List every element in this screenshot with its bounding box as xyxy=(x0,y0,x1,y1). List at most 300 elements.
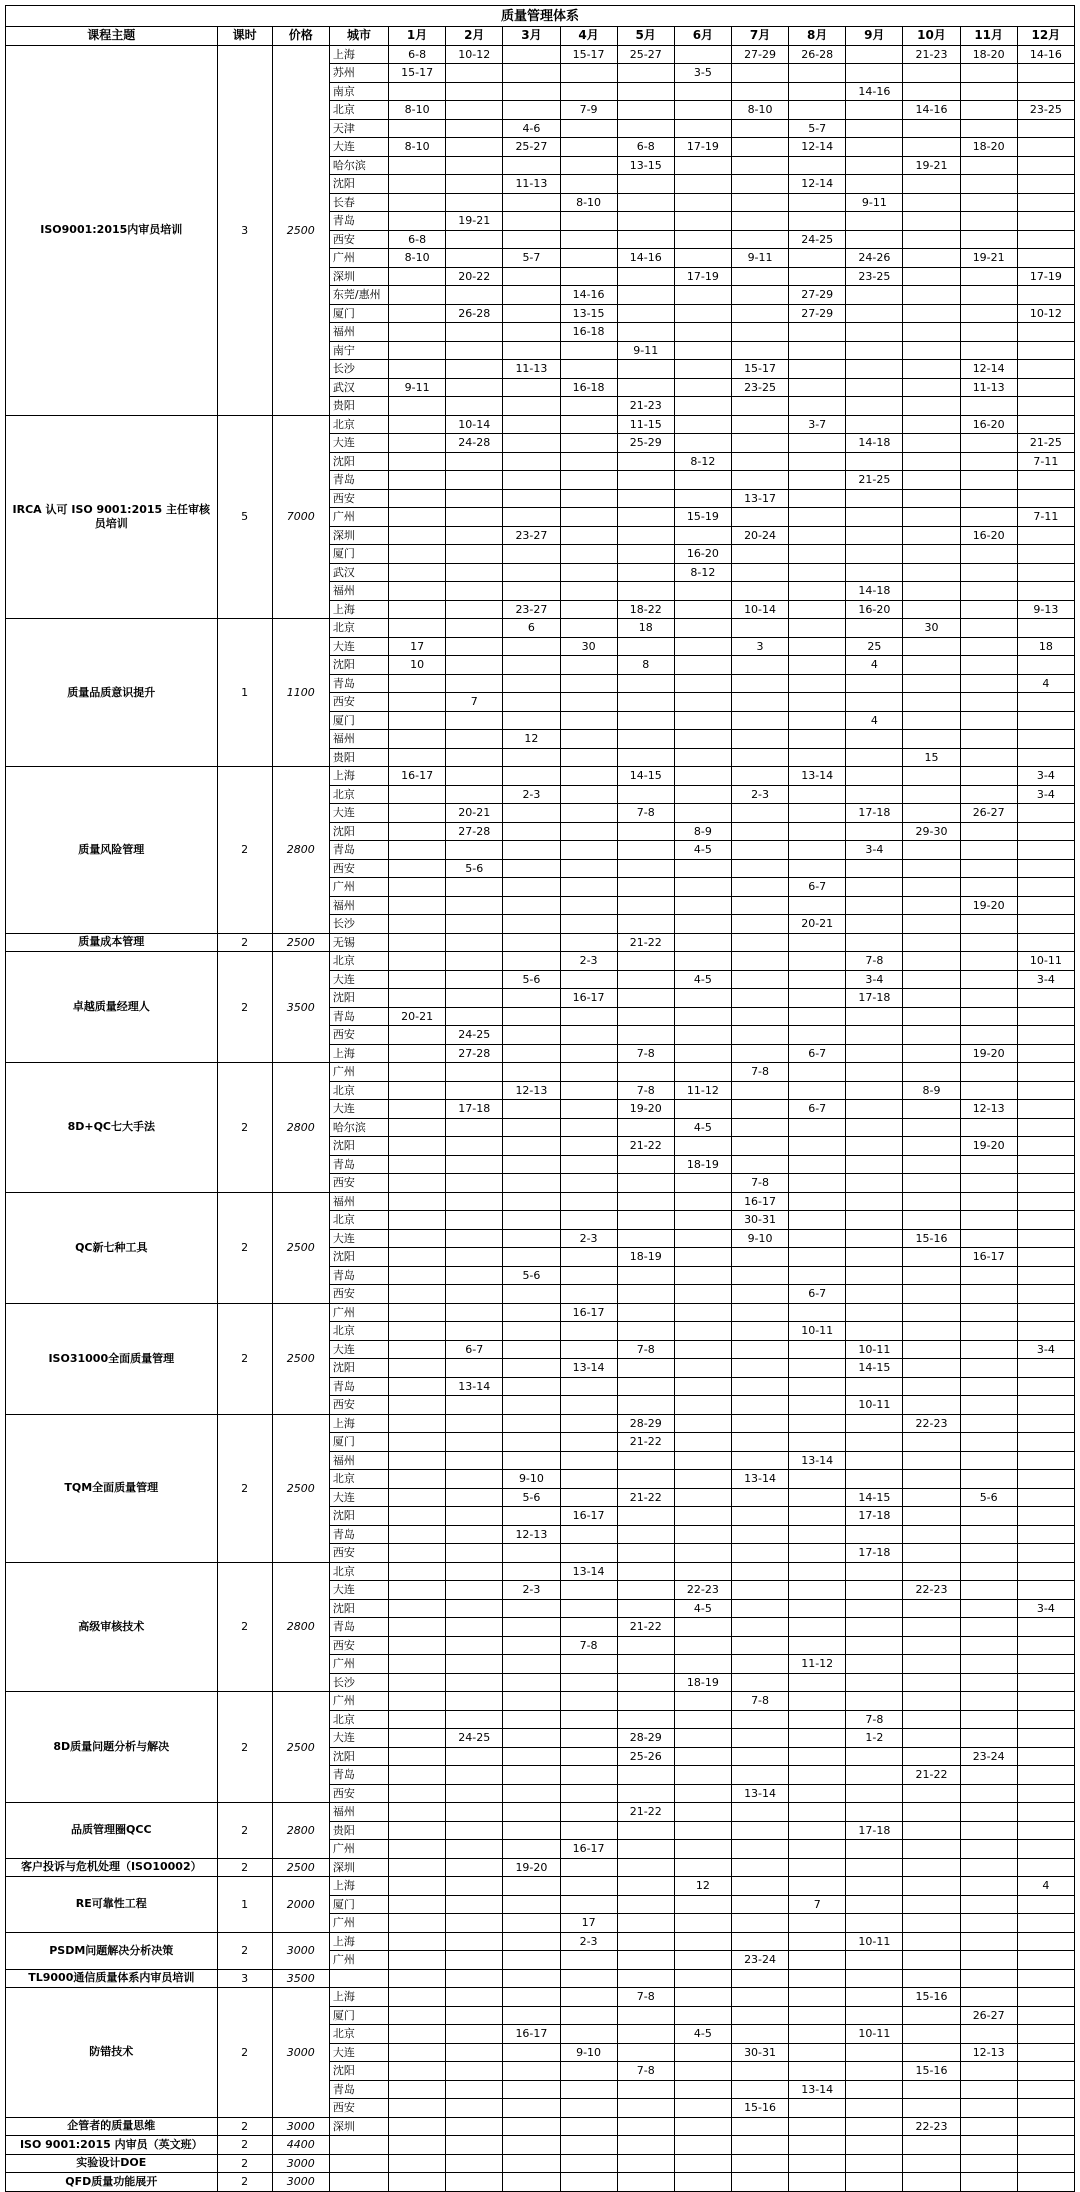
date-cell xyxy=(731,397,788,416)
city-cell: 上海 xyxy=(329,1044,388,1063)
date-cell xyxy=(789,1359,846,1378)
date-cell xyxy=(731,767,788,786)
date-cell xyxy=(960,2173,1017,2192)
date-cell xyxy=(674,1229,731,1248)
date-cell xyxy=(960,767,1017,786)
date-cell: 20-22 xyxy=(446,267,503,286)
date-cell xyxy=(560,1081,617,1100)
date-cell: 5-7 xyxy=(503,249,560,268)
date-cell xyxy=(560,1544,617,1563)
date-cell xyxy=(617,637,674,656)
date-cell xyxy=(503,156,560,175)
city-cell: 上海 xyxy=(329,1414,388,1433)
date-cell xyxy=(617,1821,674,1840)
date-cell xyxy=(617,471,674,490)
date-cell xyxy=(1017,563,1074,582)
date-cell xyxy=(503,1211,560,1230)
date-cell xyxy=(731,64,788,83)
city-cell: 大连 xyxy=(329,637,388,656)
date-cell xyxy=(503,1840,560,1859)
date-cell xyxy=(617,1840,674,1859)
city-cell: 广州 xyxy=(329,1914,388,1933)
date-cell xyxy=(617,952,674,971)
date-cell: 7-8 xyxy=(617,1988,674,2007)
date-cell xyxy=(789,1137,846,1156)
date-cell xyxy=(446,175,503,194)
date-cell xyxy=(446,656,503,675)
date-cell xyxy=(789,489,846,508)
city-cell: 上海 xyxy=(329,1988,388,2007)
date-cell xyxy=(960,619,1017,638)
date-cell xyxy=(389,1858,446,1877)
date-cell xyxy=(617,1507,674,1526)
date-cell xyxy=(789,1007,846,1026)
date-cell xyxy=(846,545,903,564)
course-price: 2000 xyxy=(272,1877,329,1933)
date-cell xyxy=(903,1340,960,1359)
course-name: PSDM问题解决分析决策 xyxy=(6,1932,218,1969)
date-cell xyxy=(846,1063,903,1082)
date-cell xyxy=(503,1118,560,1137)
date-cell xyxy=(674,1803,731,1822)
date-cell: 7-8 xyxy=(617,1081,674,1100)
date-cell xyxy=(903,841,960,860)
date-cell xyxy=(789,1470,846,1489)
date-cell xyxy=(903,2006,960,2025)
date-cell: 13-14 xyxy=(789,1451,846,1470)
city-cell: 北京 xyxy=(329,1710,388,1729)
date-cell xyxy=(446,101,503,120)
date-cell xyxy=(446,970,503,989)
date-cell xyxy=(903,175,960,194)
date-cell xyxy=(446,989,503,1008)
date-cell xyxy=(503,1340,560,1359)
date-cell: 19-20 xyxy=(617,1100,674,1119)
date-cell xyxy=(617,1322,674,1341)
date-cell xyxy=(560,1414,617,1433)
date-cell xyxy=(503,1155,560,1174)
course-hours: 2 xyxy=(217,2117,272,2136)
date-cell xyxy=(731,804,788,823)
date-cell xyxy=(503,1951,560,1970)
date-cell xyxy=(389,1969,446,1988)
date-cell: 8-12 xyxy=(674,563,731,582)
date-cell xyxy=(674,1211,731,1230)
date-cell xyxy=(446,1951,503,1970)
date-cell: 10-12 xyxy=(1017,304,1074,323)
date-cell xyxy=(789,1026,846,1045)
city-cell: 沈阳 xyxy=(329,989,388,1008)
date-cell xyxy=(903,1155,960,1174)
date-cell xyxy=(389,1118,446,1137)
date-cell xyxy=(960,1211,1017,1230)
date-cell xyxy=(446,1544,503,1563)
table-row xyxy=(6,1692,1075,1711)
course-price: 7000 xyxy=(272,415,329,619)
date-cell xyxy=(674,1414,731,1433)
date-cell xyxy=(846,1562,903,1581)
date-cell xyxy=(731,952,788,971)
date-cell xyxy=(960,1858,1017,1877)
date-cell xyxy=(674,1285,731,1304)
date-cell xyxy=(674,2006,731,2025)
date-cell xyxy=(903,360,960,379)
city-cell xyxy=(329,2136,388,2155)
date-cell xyxy=(1017,1044,1074,1063)
date-cell xyxy=(846,2080,903,2099)
date-cell xyxy=(617,1192,674,1211)
date-cell xyxy=(503,878,560,897)
table-row xyxy=(6,1562,1075,1581)
date-cell xyxy=(674,1359,731,1378)
date-cell xyxy=(846,101,903,120)
date-cell xyxy=(1017,2006,1074,2025)
date-cell xyxy=(903,304,960,323)
date-cell xyxy=(674,785,731,804)
date-cell xyxy=(789,267,846,286)
date-cell xyxy=(389,1100,446,1119)
date-cell xyxy=(503,2154,560,2173)
date-cell xyxy=(903,138,960,157)
date-cell xyxy=(560,730,617,749)
course-hours: 2 xyxy=(217,1858,272,1877)
date-cell xyxy=(503,1322,560,1341)
date-cell xyxy=(560,1895,617,1914)
date-cell xyxy=(674,1266,731,1285)
city-cell: 北京 xyxy=(329,2025,388,2044)
date-cell xyxy=(617,508,674,527)
date-cell xyxy=(674,212,731,231)
date-cell: 4 xyxy=(846,656,903,675)
date-cell xyxy=(617,989,674,1008)
date-cell xyxy=(789,452,846,471)
course-price: 4400 xyxy=(272,2136,329,2155)
city-cell: 北京 xyxy=(329,1470,388,1489)
date-cell xyxy=(846,1155,903,1174)
date-cell xyxy=(389,1470,446,1489)
date-cell: 3-4 xyxy=(1017,1599,1074,1618)
date-cell xyxy=(560,175,617,194)
date-cell xyxy=(731,1026,788,1045)
date-cell xyxy=(389,1599,446,1618)
date-cell xyxy=(960,637,1017,656)
date-cell: 14-16 xyxy=(617,249,674,268)
date-cell xyxy=(674,1969,731,1988)
date-cell xyxy=(1017,804,1074,823)
date-cell xyxy=(731,1414,788,1433)
date-cell xyxy=(1017,2136,1074,2155)
date-cell xyxy=(960,933,1017,952)
date-cell xyxy=(1017,1396,1074,1415)
date-cell xyxy=(389,2154,446,2173)
date-cell xyxy=(617,1303,674,1322)
date-cell xyxy=(617,230,674,249)
date-cell xyxy=(903,1026,960,1045)
date-cell xyxy=(846,138,903,157)
date-cell xyxy=(560,785,617,804)
date-cell xyxy=(731,1599,788,1618)
course-hours: 2 xyxy=(217,2173,272,2192)
date-cell xyxy=(903,859,960,878)
date-cell: 3-4 xyxy=(846,970,903,989)
date-cell: 22-23 xyxy=(674,1581,731,1600)
date-cell: 11-13 xyxy=(960,378,1017,397)
date-cell xyxy=(446,508,503,527)
date-cell xyxy=(846,1192,903,1211)
date-cell: 14-15 xyxy=(846,1359,903,1378)
date-cell xyxy=(789,2006,846,2025)
date-cell xyxy=(1017,1192,1074,1211)
date-cell xyxy=(903,1451,960,1470)
course-name: 质量风险管理 xyxy=(6,767,218,934)
city-cell: 广州 xyxy=(329,508,388,527)
date-cell xyxy=(960,1340,1017,1359)
date-cell xyxy=(789,508,846,527)
date-cell xyxy=(446,1525,503,1544)
date-cell xyxy=(846,1026,903,1045)
date-cell xyxy=(1017,2043,1074,2062)
date-cell: 23-25 xyxy=(1017,101,1074,120)
date-cell xyxy=(846,1266,903,1285)
date-cell xyxy=(731,1932,788,1951)
date-cell xyxy=(846,1784,903,1803)
date-cell xyxy=(903,323,960,342)
date-cell xyxy=(560,1155,617,1174)
date-cell xyxy=(446,1063,503,1082)
date-cell xyxy=(503,804,560,823)
date-cell xyxy=(560,1396,617,1415)
date-cell xyxy=(731,2173,788,2192)
date-cell xyxy=(617,1470,674,1489)
date-cell xyxy=(1017,471,1074,490)
date-cell xyxy=(1017,656,1074,675)
date-cell xyxy=(503,1821,560,1840)
course-name: TQM全面质量管理 xyxy=(6,1414,218,1562)
date-cell xyxy=(617,878,674,897)
table-row xyxy=(6,1932,1075,1951)
date-cell xyxy=(789,212,846,231)
date-cell xyxy=(846,1285,903,1304)
date-cell xyxy=(789,1562,846,1581)
date-cell xyxy=(674,1655,731,1674)
city-cell: 厦门 xyxy=(329,1433,388,1452)
date-cell xyxy=(674,730,731,749)
city-cell: 西安 xyxy=(329,1396,388,1415)
date-cell: 21-22 xyxy=(617,1137,674,1156)
date-cell xyxy=(674,2173,731,2192)
date-cell xyxy=(960,1729,1017,1748)
date-cell xyxy=(903,1747,960,1766)
date-cell xyxy=(846,2099,903,2118)
date-cell xyxy=(903,1729,960,1748)
date-cell xyxy=(560,859,617,878)
date-cell xyxy=(560,452,617,471)
date-cell: 18-20 xyxy=(960,138,1017,157)
date-cell: 4-5 xyxy=(674,1118,731,1137)
city-cell: 福州 xyxy=(329,1192,388,1211)
course-hours: 5 xyxy=(217,415,272,619)
date-cell xyxy=(617,859,674,878)
date-cell xyxy=(389,1877,446,1896)
date-cell xyxy=(446,1673,503,1692)
date-cell xyxy=(446,323,503,342)
city-cell: 青岛 xyxy=(329,1007,388,1026)
date-cell: 27-29 xyxy=(789,304,846,323)
date-cell: 27-29 xyxy=(731,45,788,64)
course-price: 2500 xyxy=(272,1303,329,1414)
date-cell xyxy=(731,1155,788,1174)
date-cell xyxy=(674,1007,731,1026)
date-cell xyxy=(674,952,731,971)
date-cell xyxy=(389,156,446,175)
date-cell xyxy=(389,1303,446,1322)
date-cell xyxy=(446,1155,503,1174)
date-cell: 16-17 xyxy=(560,989,617,1008)
date-cell xyxy=(731,193,788,212)
column-header: 城市 xyxy=(329,27,388,46)
date-cell xyxy=(731,1821,788,1840)
date-cell xyxy=(674,619,731,638)
date-cell xyxy=(903,249,960,268)
date-cell xyxy=(903,637,960,656)
date-cell xyxy=(674,1303,731,1322)
date-cell xyxy=(789,1951,846,1970)
date-cell: 17-18 xyxy=(846,989,903,1008)
date-cell xyxy=(389,452,446,471)
date-cell xyxy=(903,1858,960,1877)
date-cell xyxy=(446,2117,503,2136)
date-cell: 4-5 xyxy=(674,970,731,989)
date-cell xyxy=(389,1507,446,1526)
date-cell xyxy=(789,1673,846,1692)
date-cell xyxy=(903,711,960,730)
date-cell xyxy=(560,600,617,619)
date-cell xyxy=(446,563,503,582)
date-cell xyxy=(960,1507,1017,1526)
date-cell xyxy=(789,323,846,342)
course-name: 8D+QC七大手法 xyxy=(6,1063,218,1193)
date-cell xyxy=(789,785,846,804)
date-cell xyxy=(1017,1784,1074,1803)
date-cell xyxy=(731,970,788,989)
date-cell xyxy=(560,1951,617,1970)
date-cell xyxy=(1017,1692,1074,1711)
date-cell xyxy=(903,1174,960,1193)
date-cell: 9-10 xyxy=(731,1229,788,1248)
date-cell xyxy=(789,1969,846,1988)
date-cell: 15-17 xyxy=(389,64,446,83)
date-cell xyxy=(389,2099,446,2118)
course-name: TL9000通信质量体系内审员培训 xyxy=(6,1969,218,1988)
date-cell xyxy=(731,1914,788,1933)
date-cell xyxy=(446,1081,503,1100)
date-cell xyxy=(960,656,1017,675)
date-cell xyxy=(446,1655,503,1674)
date-cell xyxy=(560,415,617,434)
date-cell xyxy=(789,1766,846,1785)
date-cell xyxy=(389,1840,446,1859)
date-cell xyxy=(960,1303,1017,1322)
date-cell xyxy=(674,175,731,194)
date-cell xyxy=(846,1229,903,1248)
date-cell xyxy=(560,489,617,508)
date-cell xyxy=(389,2173,446,2192)
city-cell: 大连 xyxy=(329,970,388,989)
date-cell: 7-11 xyxy=(1017,452,1074,471)
date-cell: 21-25 xyxy=(846,471,903,490)
date-cell xyxy=(503,563,560,582)
city-cell: 西安 xyxy=(329,693,388,712)
date-cell xyxy=(846,1840,903,1859)
date-cell xyxy=(389,1618,446,1637)
date-cell xyxy=(389,304,446,323)
date-cell xyxy=(903,1784,960,1803)
city-cell: 广州 xyxy=(329,1692,388,1711)
date-cell xyxy=(617,822,674,841)
date-cell xyxy=(960,434,1017,453)
date-cell: 10-11 xyxy=(846,2025,903,2044)
date-cell: 3-5 xyxy=(674,64,731,83)
date-cell xyxy=(1017,1303,1074,1322)
date-cell: 4-5 xyxy=(674,2025,731,2044)
date-cell xyxy=(389,545,446,564)
date-cell: 18-20 xyxy=(960,45,1017,64)
date-cell xyxy=(674,397,731,416)
course-name: QFD质量功能展开 xyxy=(6,2173,218,2192)
city-cell: 苏州 xyxy=(329,64,388,83)
date-cell xyxy=(560,1599,617,1618)
date-cell: 16-20 xyxy=(674,545,731,564)
date-cell xyxy=(674,1470,731,1489)
date-cell xyxy=(560,1433,617,1452)
date-cell xyxy=(446,1229,503,1248)
date-cell xyxy=(789,2173,846,2192)
date-cell xyxy=(846,1377,903,1396)
date-cell xyxy=(960,1877,1017,1896)
date-cell xyxy=(503,1803,560,1822)
date-cell xyxy=(960,212,1017,231)
date-cell xyxy=(503,323,560,342)
date-cell xyxy=(846,1525,903,1544)
date-cell xyxy=(674,2080,731,2099)
date-cell xyxy=(503,1026,560,1045)
date-cell xyxy=(960,1803,1017,1822)
date-cell xyxy=(960,1673,1017,1692)
city-cell: 西安 xyxy=(329,1026,388,1045)
date-cell xyxy=(389,1396,446,1415)
date-cell xyxy=(846,286,903,305)
date-cell: 24-28 xyxy=(446,434,503,453)
date-cell xyxy=(446,1433,503,1452)
date-cell xyxy=(903,1211,960,1230)
city-cell: 长沙 xyxy=(329,360,388,379)
date-cell xyxy=(731,619,788,638)
date-cell xyxy=(389,267,446,286)
date-cell xyxy=(731,1396,788,1415)
date-cell xyxy=(446,526,503,545)
date-cell xyxy=(960,1285,1017,1304)
date-cell xyxy=(617,175,674,194)
date-cell xyxy=(674,896,731,915)
date-cell: 16-17 xyxy=(560,1840,617,1859)
city-cell: 长沙 xyxy=(329,915,388,934)
date-cell: 7-8 xyxy=(846,1710,903,1729)
date-cell xyxy=(674,1858,731,1877)
date-cell xyxy=(846,1174,903,1193)
course-name: 高级审核技术 xyxy=(6,1562,218,1692)
date-cell: 2-3 xyxy=(560,952,617,971)
date-cell: 16-17 xyxy=(731,1192,788,1211)
